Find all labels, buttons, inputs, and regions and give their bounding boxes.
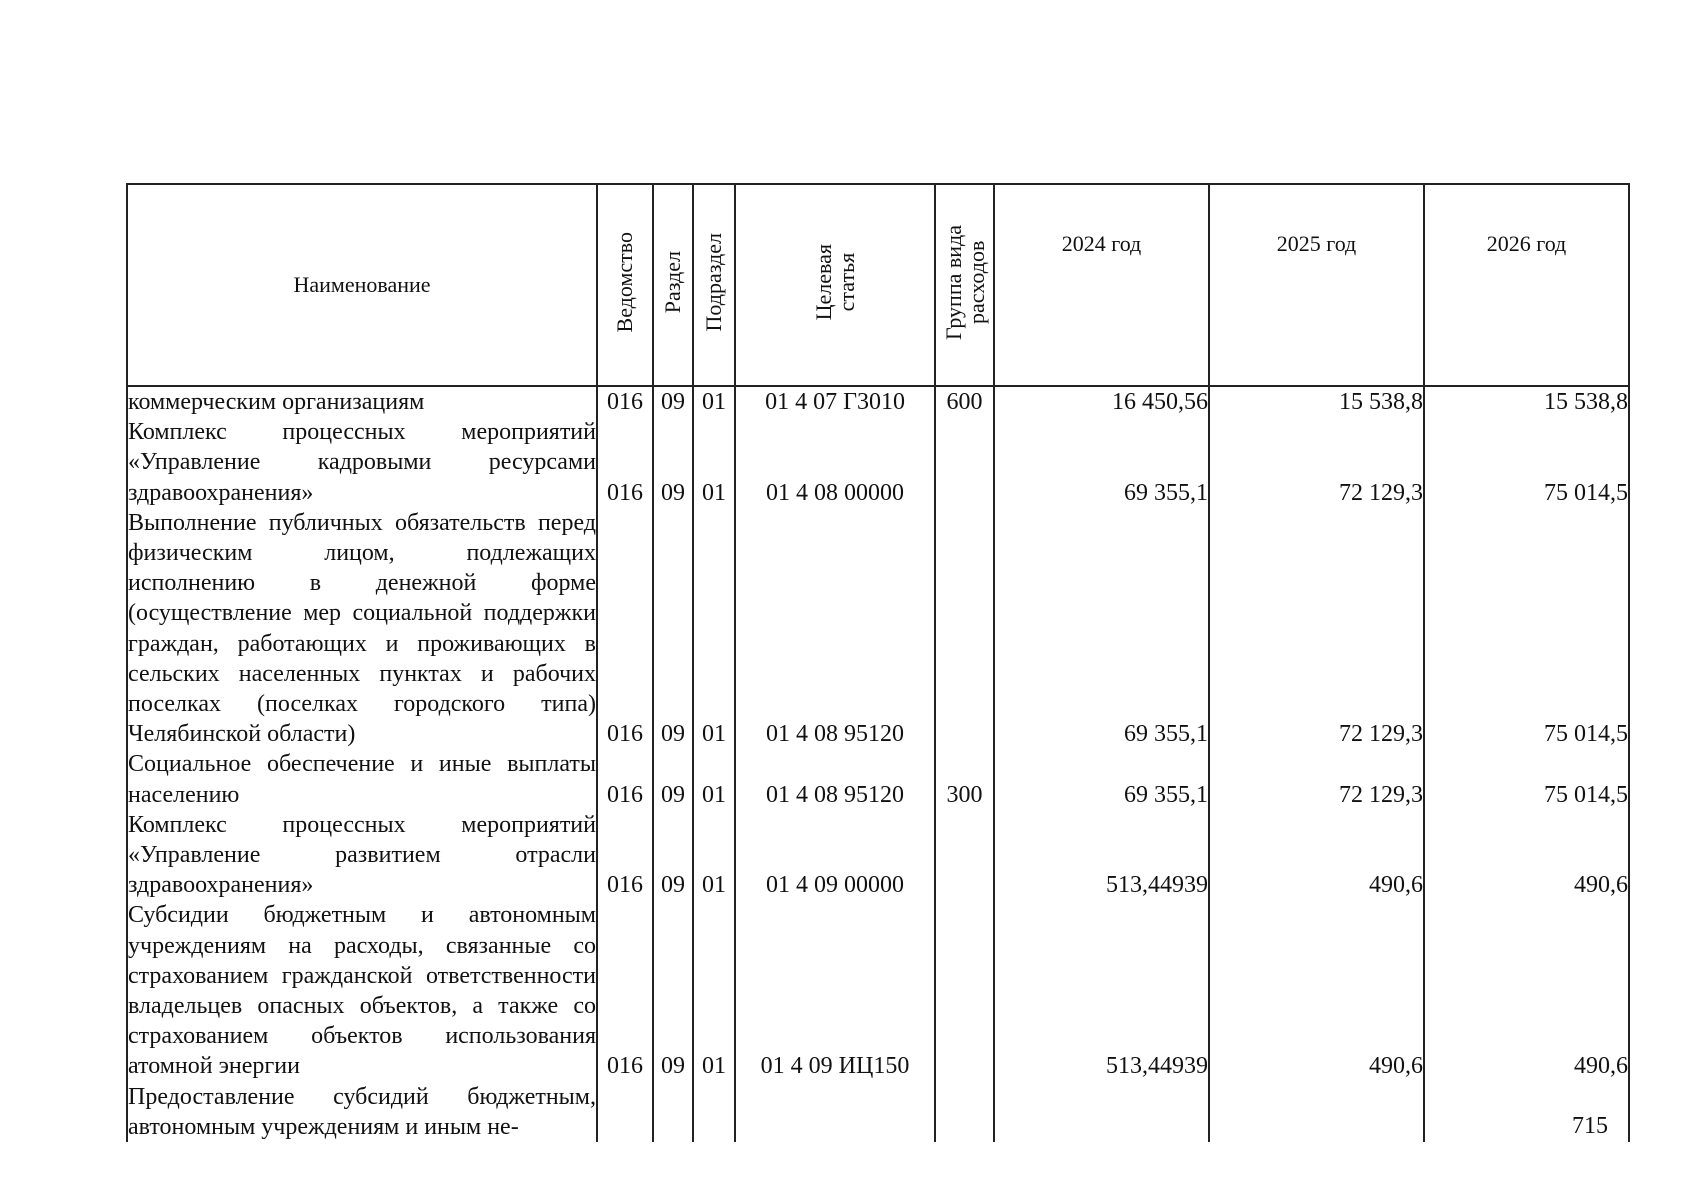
header-target xyxy=(735,184,935,386)
header-group-line1: Группа вида xyxy=(940,224,966,340)
header-2025: 2025 год xyxy=(1209,184,1424,386)
row-subsection: 01 xyxy=(693,386,735,417)
header-section-label: Раздел xyxy=(660,250,685,314)
header-dept-label: Ведомство xyxy=(612,231,637,333)
header-group-label xyxy=(942,225,988,340)
row-2025: 72 129,3 xyxy=(1209,508,1424,750)
row-section: 09 xyxy=(653,386,693,417)
header-section xyxy=(653,184,693,386)
row-subsection: 01 xyxy=(693,508,735,750)
row-2024: 513,44939 xyxy=(994,810,1209,901)
row-section: 09 xyxy=(653,900,693,1081)
row-dept: 016 xyxy=(597,810,653,901)
table-row xyxy=(127,1082,1629,1142)
row-2025: 72 129,3 xyxy=(1209,749,1424,809)
row-dept: 016 xyxy=(597,386,653,417)
row-2025: 15 538,8 xyxy=(1209,386,1424,417)
header-subsection xyxy=(693,184,735,386)
row-dept: 016 xyxy=(597,749,653,809)
row-name: Комплекс процессных мероприятий «Управление развитием отрасли здравоохранения» xyxy=(127,810,597,901)
row-name: Предоставление субсидий бюджетным, автономным учреждениям и иным не- xyxy=(127,1082,597,1142)
row-target-code: 01 4 09 00000 xyxy=(735,810,935,901)
row-section: 09 xyxy=(653,810,693,901)
row-name: Субсидии бюджетным и автономным учреждениям на расходы, связанные со страхованием гражданской ответственности владельцев опасных объектов, а также со страхованием объектов использования атомной энергии xyxy=(127,900,597,1081)
row-dept: 016 xyxy=(597,417,653,508)
row-subsection xyxy=(693,1082,735,1142)
header-name: Наименование xyxy=(127,184,597,386)
row-subsection: 01 xyxy=(693,900,735,1081)
header-target-line1: Целевая xyxy=(811,243,836,321)
row-group xyxy=(935,1082,994,1142)
row-2024: 69 355,1 xyxy=(994,417,1209,508)
header-group xyxy=(935,184,994,386)
header-group-line2: расходов xyxy=(963,240,989,324)
row-dept: 016 xyxy=(597,508,653,750)
row-2025: 490,6 xyxy=(1209,900,1424,1081)
row-2026: 490,6 xyxy=(1424,810,1629,901)
row-name: коммерческим организациям xyxy=(127,386,597,417)
row-group xyxy=(935,417,994,508)
row-group xyxy=(935,900,994,1081)
row-2026: 490,6 xyxy=(1424,900,1629,1081)
header-target-line2: статья xyxy=(834,252,859,312)
row-2024: 69 355,1 xyxy=(994,749,1209,809)
header-subsection-label: Подраздел xyxy=(701,232,726,332)
row-2024 xyxy=(994,1082,1209,1142)
row-name: Социальное обеспечение и иные выплаты населению xyxy=(127,749,597,809)
budget-table xyxy=(126,183,1630,1142)
header-target-label xyxy=(812,244,858,320)
row-2025 xyxy=(1209,1082,1424,1142)
row-section xyxy=(653,1082,693,1142)
table-row xyxy=(127,900,1629,1081)
table-header-row xyxy=(127,184,1629,386)
row-2026: 75 014,5 xyxy=(1424,508,1629,750)
row-subsection: 01 xyxy=(693,749,735,809)
row-2026: 75 014,5 xyxy=(1424,417,1629,508)
row-2024: 513,44939 xyxy=(994,900,1209,1081)
row-name: Комплекс процессных мероприятий «Управление кадровыми ресурсами здравоохранения» xyxy=(127,417,597,508)
row-name: Выполнение публичных обязательств перед физическим лицом, подлежащих исполнению в денежной форме (осуществление мер социальной поддержки граждан, работающих и проживающих в сельских населенных пунктах и рабочих поселках (поселках городского типа) Челябинской области) xyxy=(127,508,597,750)
row-2024: 16 450,56 xyxy=(994,386,1209,417)
row-2025: 490,6 xyxy=(1209,810,1424,901)
row-2026: 75 014,5 xyxy=(1424,749,1629,809)
table-row xyxy=(127,508,1629,750)
row-section: 09 xyxy=(653,749,693,809)
table-row xyxy=(127,417,1629,508)
header-2026: 2026 год xyxy=(1424,184,1629,386)
row-target-code xyxy=(735,1082,935,1142)
row-group xyxy=(935,508,994,750)
row-2026: 15 538,8 xyxy=(1424,386,1629,417)
table-row xyxy=(127,810,1629,901)
row-group: 600 xyxy=(935,386,994,417)
page-number: 715 xyxy=(1572,1113,1608,1139)
header-dept xyxy=(597,184,653,386)
row-subsection: 01 xyxy=(693,810,735,901)
row-target-code: 01 4 09 ИЦ150 xyxy=(735,900,935,1081)
row-target-code: 01 4 08 00000 xyxy=(735,417,935,508)
header-2024: 2024 год xyxy=(994,184,1209,386)
row-group xyxy=(935,810,994,901)
table-row xyxy=(127,386,1629,417)
row-dept: 016 xyxy=(597,900,653,1081)
row-target-code: 01 4 08 95120 xyxy=(735,508,935,750)
row-target-code: 01 4 07 Г3010 xyxy=(735,386,935,417)
row-section: 09 xyxy=(653,417,693,508)
row-2025: 72 129,3 xyxy=(1209,417,1424,508)
row-dept xyxy=(597,1082,653,1142)
row-2024: 69 355,1 xyxy=(994,508,1209,750)
row-subsection: 01 xyxy=(693,417,735,508)
table-row xyxy=(127,749,1629,809)
row-target-code: 01 4 08 95120 xyxy=(735,749,935,809)
row-group: 300 xyxy=(935,749,994,809)
row-section: 09 xyxy=(653,508,693,750)
